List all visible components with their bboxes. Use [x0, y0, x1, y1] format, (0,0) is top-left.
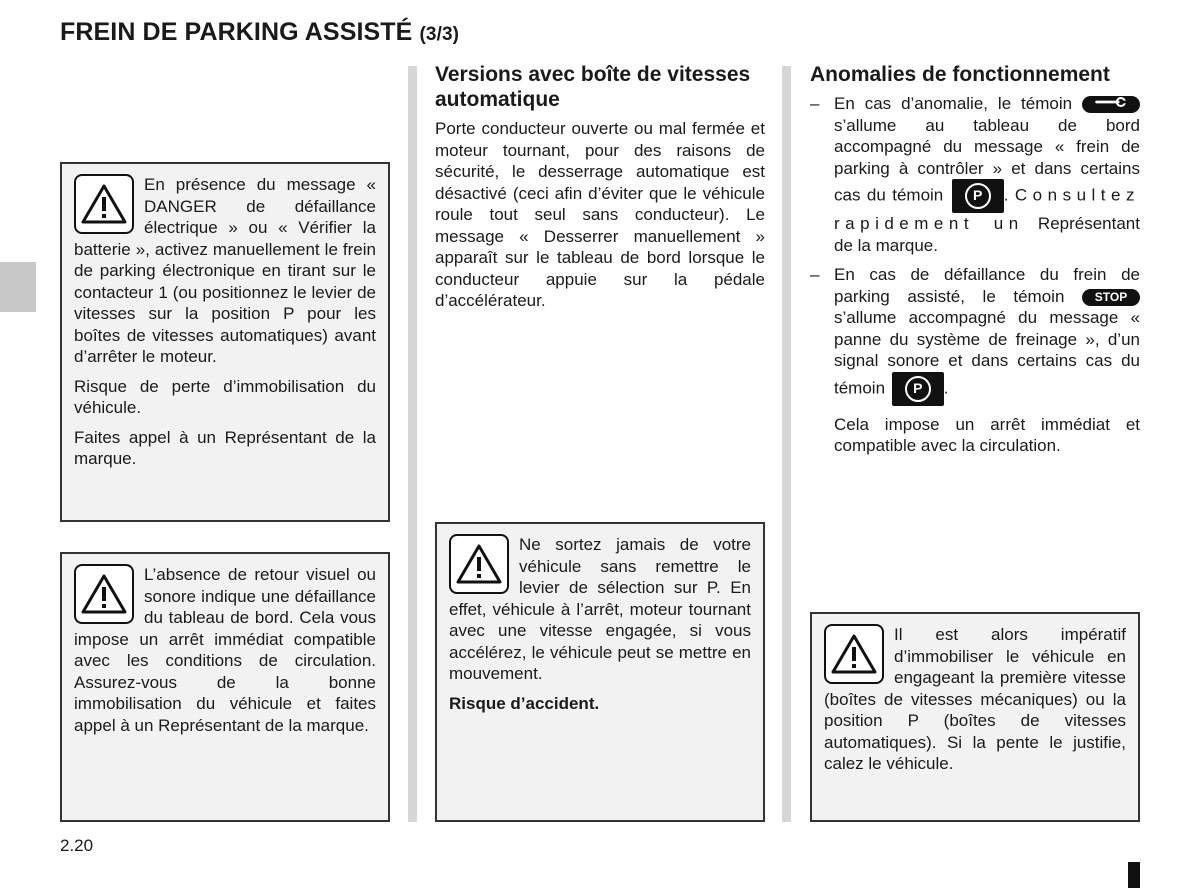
column-divider-left — [408, 66, 417, 822]
parking-symbol: P — [905, 376, 931, 402]
warning-box-immobilise — [810, 612, 1140, 822]
warning-box-dashboard — [60, 552, 390, 822]
warning-text: Risque de perte d’immobilisation du véhicule. — [74, 376, 376, 417]
section-malfunctions — [810, 62, 1140, 465]
warning-text: L’absence de retour visuel ou sonore indique une défaillance du tableau de bord. Cela vous impose un arrêt immédiat compatible avec les conditions de circulation. Assurez-vous de la bonne immobilisation du véhicule et faites appel à un Représentant de la marque. — [74, 565, 376, 735]
chapter-tab — [0, 262, 36, 312]
parking-symbol: P — [965, 183, 991, 209]
column-divider-right — [782, 66, 791, 822]
list-item-text-part: s’allume au tableau de bord accompagné du message « frein de parking à contrôler » et dans certains cas du témoin — [834, 115, 1140, 205]
page-title-part: (3/3) — [419, 24, 460, 45]
warning-triangle-icon — [824, 624, 884, 684]
warning-text: Faites appel à un Représentant de la marque. — [74, 427, 376, 468]
wrench-warning-lamp-icon — [1082, 96, 1140, 113]
warning-emphasis: Risque d’accident. — [449, 693, 600, 713]
parking-brake-lamp-icon — [892, 372, 944, 406]
list-item-text: Cela impose un arrêt immédiat et compatible avec la circulation. — [834, 414, 1140, 455]
section-title: Anomalies de fonctionnement — [810, 63, 1110, 86]
warning-triangle-icon — [449, 534, 509, 594]
page-title-text: FREIN DE PARKING ASSISTÉ — [60, 18, 413, 46]
corner-marker — [1128, 862, 1140, 888]
list-item-text-part: Consultez rapidement un — [834, 185, 1140, 233]
list-item-text: – En cas de défaillance du frein de parking assisté, le témoin STOP s’allume accompagné du message « panne du système de freinage », d’un signal sonore et dans certains cas du témoin P . — [834, 264, 1140, 406]
malfunction-list — [810, 93, 1140, 457]
warning-triangle-icon — [74, 564, 134, 624]
warning-box-electrical — [60, 162, 390, 522]
warning-triangle-icon — [74, 174, 134, 234]
section-title: Versions avec boîte de vitesses automatique — [435, 63, 751, 111]
warning-text: En présence du message « DANGER de défaillance électrique » ou « Vérifier la batterie », activez manuellement le frein de parking électronique en tirant sur le contacteur 1 (ou positionnez le levier de vitesses sur la position P pour les boîtes de vitesses automatiques) avant d’arrêter le moteur. — [74, 175, 376, 366]
body-text: Porte conducteur ouverte ou mal fermée et moteur tournant, pour des raisons de sécurité, le desserrage automatique est désactivé (ceci afin d’éviter que le véhicule roule tout seul sans conducteur). Le message « Desserrer manuellement » apparaît sur le tableau de bord lorsque le conducteur appuie sur la pédale d’accélérateur. — [435, 119, 765, 310]
list-item-text-part: En cas de défaillance du frein de parking assisté, le témoin — [834, 265, 1140, 306]
warning-text: Ne sortez jamais de votre véhicule sans remettre le levier de sélection sur P. En effet, véhicule à l’arrêt, moteur tournant avec une vitesse engagée, si vous accélérez, le véhicule peut se mettre en mouvement. — [449, 535, 751, 683]
page-number: 2.20 — [60, 836, 94, 855]
section-automatic-gearbox — [435, 62, 765, 312]
parking-brake-lamp-icon — [952, 179, 1004, 213]
warning-box-leaving-vehicle — [435, 522, 765, 822]
page-title — [60, 18, 459, 47]
list-item — [810, 93, 1140, 256]
list-item-text: – En cas d’anomalie, le témoin s’allume au tableau de bord accompagné du message « frein de parking à contrôler » et dans certains cas du témoin P . Consultez rapidement un Représentant de la marque. — [834, 94, 1140, 255]
warning-text: Il est alors impératif d’immobiliser le véhicule en engageant la première vitesse (boîtes de vitesses mécaniques) ou la position P (boîtes de vitesses automatiques). Si la pente le justifie, calez le véhicule. — [824, 625, 1126, 773]
list-item-text-part: Représentant de la marque. — [834, 214, 1140, 255]
list-item-text-part: En cas d’anomalie, le témoin — [834, 94, 1073, 113]
list-item-text-part: s’allume accompagné du message « panne du système de freinage », d’un signal sonore et dans certains cas du témoin — [834, 308, 1140, 397]
list-item — [810, 264, 1140, 457]
stop-warning-lamp-icon: STOP — [1082, 289, 1140, 306]
